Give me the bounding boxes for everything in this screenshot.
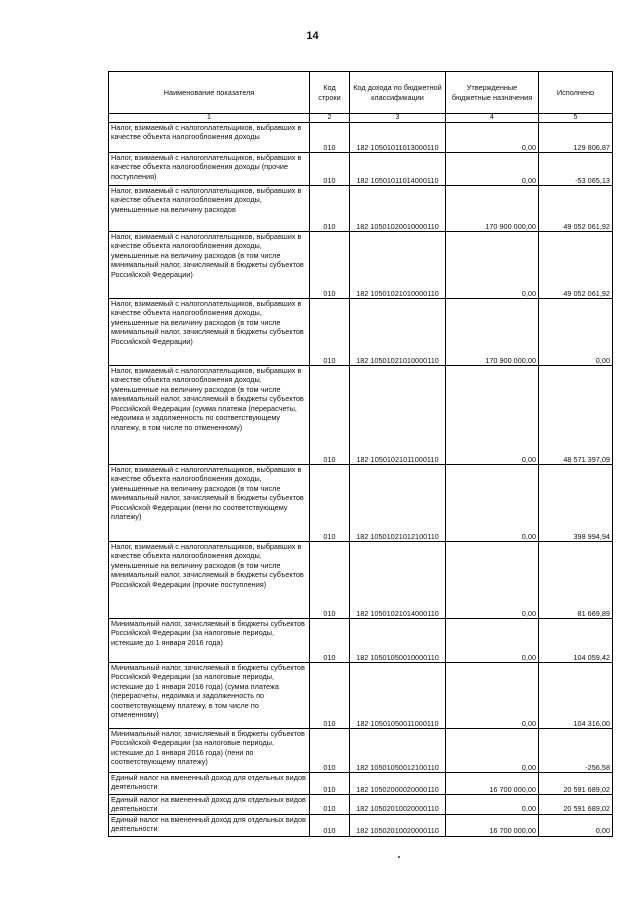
row-budget-code: 182 10501021010000110 (350, 299, 446, 366)
row-line-code: 010 (310, 232, 350, 299)
row-executed-amount: 129 806,87 (539, 123, 613, 153)
row-line-code: 010 (310, 299, 350, 366)
budget-execution-table (108, 71, 613, 837)
row-name: Налог, взимаемый с налогоплательщиков, выбравших в качестве объекта налогообложения доходы, уменьшенные на величину расходов (в том числе минимальный налог, зачисляемый в бюджеты субъектов Российской Федерации (прочие поступления) (109, 542, 310, 619)
row-executed-amount: 0,00 (539, 814, 613, 836)
row-budget-code: 182 10501021014000110 (350, 542, 446, 619)
row-budget-code: 182 10501020010000110 (350, 186, 446, 232)
row-name: Налог, взимаемый с налогоплательщиков, выбравших в качестве объекта налогообложения доходы, уменьшенные на величину расходов (в том числе минимальный налог, зачисляемый в бюджеты субъектов Российской Федерации (пени по соответствующему платежу) (109, 465, 310, 542)
row-line-code: 010 (310, 123, 350, 153)
row-budget-code: 182 10501021010000110 (350, 232, 446, 299)
table-row (109, 186, 613, 232)
table-row (109, 663, 613, 729)
column-number: 2 (310, 114, 350, 123)
header-budget-code: Код дохода по бюджетной классификации (350, 72, 446, 114)
row-executed-amount: 398 994,94 (539, 465, 613, 542)
table-row (109, 773, 613, 795)
row-name: Единый налог на вмененный доход для отдельных видов деятельности (109, 773, 310, 795)
row-approved-amount: 16 700 000,00 (446, 814, 539, 836)
row-line-code: 010 (310, 186, 350, 232)
row-budget-code: 182 10502000020000110 (350, 773, 446, 795)
row-executed-amount: 104 059,42 (539, 619, 613, 663)
row-budget-code: 182 10502010020000110 (350, 795, 446, 815)
row-name: Минимальный налог, зачисляемый в бюджеты субъектов Российской Федерации (за налоговые периоды, истекшие до 1 января 2016 года) (109, 619, 310, 663)
scan-dot (398, 856, 400, 858)
header-line-code: Код строки (310, 72, 350, 114)
row-executed-amount: 104 316,00 (539, 663, 613, 729)
row-approved-amount: 0,00 (446, 366, 539, 465)
row-approved-amount: 0,00 (446, 795, 539, 815)
row-budget-code: 182 10501050011000110 (350, 663, 446, 729)
table-row (109, 795, 613, 815)
row-executed-amount: 0,00 (539, 299, 613, 366)
row-name: Единый налог на вмененный доход для отдельных видов деятельности (109, 814, 310, 836)
row-line-code: 010 (310, 773, 350, 795)
table-row (109, 814, 613, 836)
column-number: 5 (539, 114, 613, 123)
row-approved-amount: 0,00 (446, 123, 539, 153)
row-executed-amount: 81 669,89 (539, 542, 613, 619)
row-line-code: 010 (310, 795, 350, 815)
column-number: 4 (446, 114, 539, 123)
row-approved-amount: 0,00 (446, 729, 539, 773)
row-executed-amount: 49 052 061,92 (539, 232, 613, 299)
row-line-code: 010 (310, 366, 350, 465)
row-approved-amount: 16 700 000,00 (446, 773, 539, 795)
row-approved-amount: 170 900 000,00 (446, 299, 539, 366)
table-header-row (109, 72, 613, 114)
row-line-code: 010 (310, 663, 350, 729)
header-approved: Утвержденные бюджетные назначения (446, 72, 539, 114)
row-executed-amount: -53 065,13 (539, 153, 613, 186)
row-approved-amount: 0,00 (446, 619, 539, 663)
row-budget-code: 182 10502010020000110 (350, 814, 446, 836)
column-number: 3 (350, 114, 446, 123)
row-name: Минимальный налог, зачисляемый в бюджеты субъектов Российской Федерации (за налоговые периоды, истекшие до 1 января 2016 года) (пени по соответствующему платежу) (109, 729, 310, 773)
table-row (109, 465, 613, 542)
header-indicator-name: Наименование показателя (109, 72, 310, 114)
row-budget-code: 182 10501021011000110 (350, 366, 446, 465)
row-name: Налог, взимаемый с налогоплательщиков, выбравших в качестве объекта налогообложения доходы (109, 123, 310, 153)
row-executed-amount: 20 591 689,02 (539, 773, 613, 795)
row-budget-code: 182 10501050012100110 (350, 729, 446, 773)
row-line-code: 010 (310, 619, 350, 663)
row-approved-amount: 0,00 (446, 153, 539, 186)
column-number: 1 (109, 114, 310, 123)
row-line-code: 010 (310, 153, 350, 186)
row-name: Налог, взимаемый с налогоплательщиков, выбравших в качестве объекта налогообложения доходы, уменьшенные на величину расходов (109, 186, 310, 232)
table-row (109, 299, 613, 366)
row-name: Налог, взимаемый с налогоплательщиков, выбравших в качестве объекта налогообложения доходы, уменьшенные на величину расходов (в том числе минимальный налог, зачисляемый в бюджеты субъектов Российской Федерации) (109, 299, 310, 366)
table-row (109, 729, 613, 773)
header-executed: Исполнено (539, 72, 613, 114)
row-line-code: 010 (310, 465, 350, 542)
row-budget-code: 182 10501011013000110 (350, 123, 446, 153)
row-line-code: 010 (310, 814, 350, 836)
table-row (109, 542, 613, 619)
table-row (109, 619, 613, 663)
page-number: 14 (306, 30, 319, 42)
row-line-code: 010 (310, 542, 350, 619)
column-number-row (109, 114, 613, 123)
row-executed-amount: 49 052 061,92 (539, 186, 613, 232)
row-budget-code: 182 10501011014000110 (350, 153, 446, 186)
row-line-code: 010 (310, 729, 350, 773)
row-name: Минимальный налог, зачисляемый в бюджеты субъектов Российской Федерации (за налоговые периоды, истекшие до 1 января 2016 года) (сумма платежа (перерасчеты, недоимка и задолженность по соответствующему платежу, в том числе по отмененному) (109, 663, 310, 729)
table-row (109, 123, 613, 153)
row-approved-amount: 0,00 (446, 465, 539, 542)
row-approved-amount: 170 900 000,00 (446, 186, 539, 232)
row-name: Налог, взимаемый с налогоплательщиков, выбравших в качестве объекта налогообложения доходы, уменьшенные на величину расходов (в том числе минимальный налог, зачисляемый в бюджеты субъектов Российской Федерации (сумма платежа (перерасчеты, недоимка и задолженность по соответствующему платежу, в том числе по отмененному) (109, 366, 310, 465)
row-approved-amount: 0,00 (446, 542, 539, 619)
row-executed-amount: -256,58 (539, 729, 613, 773)
row-name: Налог, взимаемый с налогоплательщиков, выбравших в качестве объекта налогообложения доходы, уменьшенные на величину расходов (в том числе минимальный налог, зачисляемый в бюджеты субъектов Российской Федерации) (109, 232, 310, 299)
row-name: Единый налог на вмененный доход для отдельных видов деятельности (109, 795, 310, 815)
row-budget-code: 182 10501050010000110 (350, 619, 446, 663)
row-budget-code: 182 10501021012100110 (350, 465, 446, 542)
row-approved-amount: 0,00 (446, 232, 539, 299)
table-row (109, 232, 613, 299)
table-row (109, 366, 613, 465)
row-approved-amount: 0,00 (446, 663, 539, 729)
row-name: Налог, взимаемый с налогоплательщиков, выбравших в качестве объекта налогообложения доходы (прочие поступления) (109, 153, 310, 186)
row-executed-amount: 48 571 397,09 (539, 366, 613, 465)
row-executed-amount: 20 591 689,02 (539, 795, 613, 815)
table-row (109, 153, 613, 186)
